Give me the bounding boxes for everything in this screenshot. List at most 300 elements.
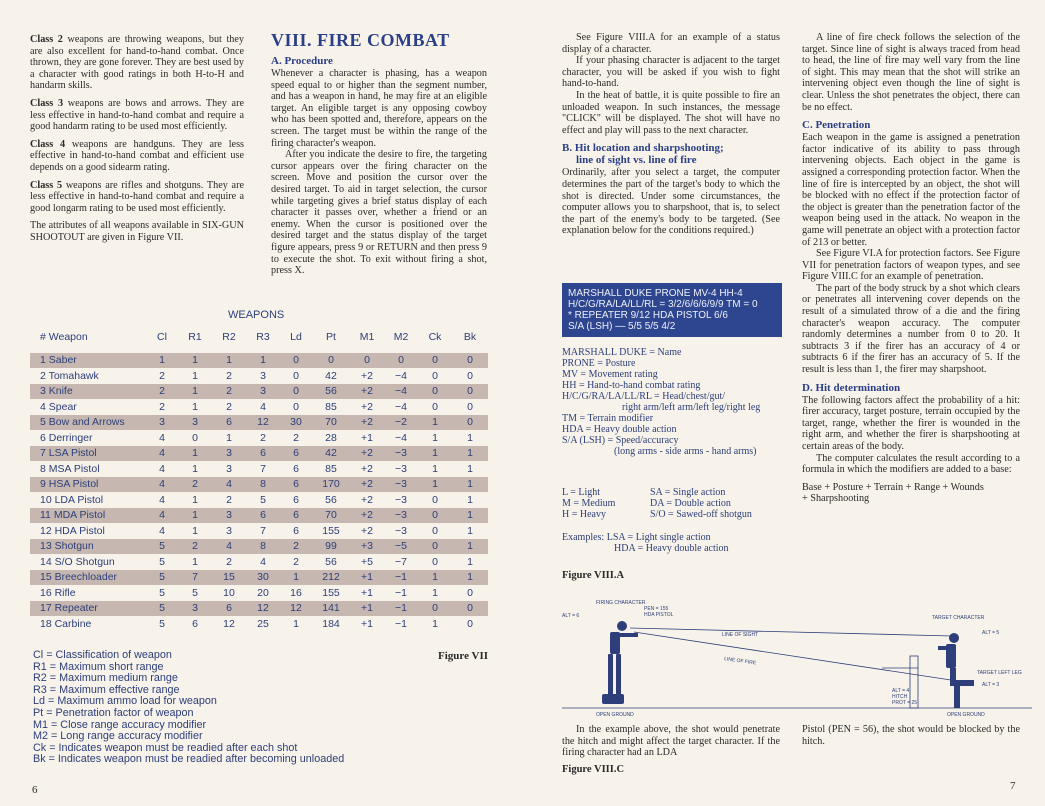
table-cell: 42: [312, 446, 350, 462]
table-cell: 30: [280, 415, 312, 431]
diagram-label-alt3: ALT = 3: [982, 682, 1000, 688]
table-cell: 3: [178, 601, 212, 617]
table-cell: 4: [260, 555, 266, 568]
diagram-label-pen: PEN = 155: [644, 606, 669, 612]
table-cell: −3: [384, 508, 418, 524]
table-cell: 0: [418, 384, 452, 400]
weapon-name-cell: 12 HDA Pistol: [40, 524, 105, 537]
legend-line: TM = Terrain modifier: [562, 413, 654, 424]
table-cell: 0: [432, 555, 438, 568]
diagram-label-target: TARGET CHARACTER: [932, 615, 985, 621]
left-page: [0, 0, 522, 806]
table-cell: 1: [178, 384, 212, 400]
table-cell: 4: [146, 446, 178, 462]
diagram-label-lof: LINE OF FIRE: [723, 656, 757, 667]
table-cell: −3: [395, 524, 407, 537]
examples: [562, 532, 729, 554]
diagram-label-hitch: HITCH: [892, 694, 908, 700]
weapon-name-cell: 4 Spear: [40, 400, 77, 413]
table-header: M1: [359, 330, 375, 343]
table-cell: 0: [452, 384, 488, 400]
table-cell: +2: [361, 493, 373, 506]
table-cell: 2: [178, 477, 212, 493]
table-cell: 0: [418, 353, 452, 369]
table-cell: 1: [452, 477, 488, 493]
table-cell: 28: [325, 431, 337, 444]
legend-line: S/A (LSH) = Speed/accuracy: [562, 435, 679, 446]
table-cell: +2: [361, 369, 373, 382]
table-cell: 0: [467, 586, 473, 599]
table-cell: 0: [467, 617, 473, 630]
example-line: Examples: LSA = Light single action: [562, 532, 711, 543]
table-cell: 0: [418, 539, 452, 555]
table-cell: 5: [192, 586, 198, 599]
table-row: [30, 570, 488, 586]
weapon-name-cell: 10 LDA Pistol: [40, 493, 104, 506]
table-cell: −3: [384, 446, 418, 462]
table-cell: +5: [361, 555, 373, 568]
hit-location-paragraph: Ordinarily, after you select a target, the computer determines the part of the target's body to which the shot is directed. Under some circumstances, the computer allows you to sharpshoot, that is, to select the part of the enemy's body to be targeted. (See explanation below for the conditions required.): [562, 167, 780, 237]
table-cell: 4: [146, 477, 178, 493]
table-cell: 5: [159, 617, 165, 630]
table-cell: 3: [146, 415, 178, 431]
weapon-name-cell: 6 Derringer: [40, 431, 93, 444]
table-cell: 4: [159, 493, 165, 506]
table-row: [30, 415, 488, 431]
table-cell: 12: [223, 617, 235, 630]
example-line: HDA = Heavy double action: [614, 543, 729, 554]
weapon-name-cell: 3 Knife: [30, 384, 146, 400]
body-paragraph: See Figure VIII.A for an example of a status display of a character.: [562, 32, 780, 55]
table-cell: −4: [384, 384, 418, 400]
table-cell: 8: [246, 539, 280, 555]
table-cell: 10: [223, 586, 235, 599]
table-header-row: [30, 329, 488, 345]
table-cell: 56: [325, 555, 337, 568]
table-cell: −5: [384, 539, 418, 555]
table-row: [30, 461, 488, 477]
table-cell: 0: [280, 384, 312, 400]
table-cell: 4: [212, 477, 246, 493]
table-cell: 0: [467, 400, 473, 413]
hit-location-heading: B. Hit location and sharpshooting; line of sight vs. line of fire: [562, 142, 724, 167]
legend-line: right arm/left arm/left leg/right leg: [622, 402, 761, 413]
table-cell: 4: [260, 400, 266, 413]
table-header: Bk: [463, 330, 477, 343]
procedure-paragraph: Whenever a character is phasing, has a weapon speed equal to or higher than the segment number, and has a weapon in hand, he may fire at an eligible target. An eligible target is any opposing cowboy who has been spotted and, therefore, appears on the screen. The target must be within the range of the firing character's weapon.: [271, 68, 487, 149]
table-row: [30, 430, 488, 446]
determination-paragraph: The computer calculates the result according to a formula in which the modifiers are added to a base:: [802, 452, 1020, 476]
weapon-name-cell: 13 Shotgun: [30, 539, 146, 555]
legend-item: M1 = Close range accuracy modifier: [33, 718, 207, 731]
table-row: [30, 601, 488, 617]
abbr-item: M = Medium: [562, 498, 616, 509]
weapon-name-cell: 7 LSA Pistol: [30, 446, 146, 462]
table-cell: −7: [395, 555, 407, 568]
weapons-table-title: WEAPONS: [228, 309, 285, 321]
table-cell: 3: [246, 384, 280, 400]
table-row: [30, 399, 488, 415]
legend-item: M2 = Long range accuracy modifier: [33, 730, 203, 743]
table-cell: 99: [312, 539, 350, 555]
table-cell: 5: [146, 539, 178, 555]
table-cell: 12: [280, 601, 312, 617]
page-number-right: 7: [1010, 780, 1016, 792]
table-cell: 212: [312, 570, 350, 586]
table-cell: +1: [350, 601, 384, 617]
table-cell: −3: [395, 462, 407, 475]
target-character-figure: [938, 633, 974, 708]
legend-line: HH = Hand-to-hand combat rating: [562, 380, 701, 391]
table-cell: 1: [192, 524, 198, 537]
table-cell: 6: [280, 477, 312, 493]
table-cell: 0: [293, 369, 299, 382]
table-row: [30, 446, 488, 462]
table-cell: 1: [293, 617, 299, 630]
legend-item: R1 = Maximum short range: [33, 660, 164, 673]
legend-item: R2 = Maximum medium range: [33, 672, 178, 685]
legend-item: Cl = Classification of weapon: [33, 649, 172, 661]
table-cell: 1: [146, 353, 178, 369]
page-number-left: 6: [32, 784, 38, 796]
table-cell: −1: [395, 586, 407, 599]
figure-c-caption-left: In the example above, the shot would penetrate the hitch and might affect the target character. If the firing character had an LDA: [562, 724, 780, 759]
table-cell: +3: [350, 539, 384, 555]
table-cell: 15: [212, 570, 246, 586]
table-cell: 1: [467, 462, 473, 475]
hit-determination-heading: D. Hit determination: [802, 381, 901, 394]
table-header: Cl: [157, 330, 167, 343]
table-cell: 1: [432, 462, 438, 475]
table-header: R2: [222, 330, 236, 343]
table-cell: +1: [361, 586, 373, 599]
table-cell: 0: [192, 431, 198, 444]
body-paragraph: A line of fire check follows the selection of the target. Since line of sight is always traced from head to head, the line of fire may well vary from the line of sight. This may mean that the shot will strike an intervening object even though the line of sight is clear. Unless the shot penetrates the object, there can be no effect.: [802, 32, 1020, 113]
table-cell: 2: [178, 539, 212, 555]
table-cell: +1: [361, 617, 373, 630]
table-cell: 6: [293, 462, 299, 475]
legend-item: Bk = Indicates weapon must be readied after becoming unloaded: [33, 753, 345, 766]
table-cell: 0: [432, 400, 438, 413]
table-cell: 0: [432, 369, 438, 382]
table-cell: 1: [452, 539, 488, 555]
table-cell: 0: [432, 524, 438, 537]
table-cell: +2: [350, 446, 384, 462]
table-cell: +2: [350, 508, 384, 524]
table-cell: 1: [418, 570, 452, 586]
weapon-name-cell: 11 MDA Pistol: [30, 508, 146, 524]
body-paragraph: In the heat of battle, it is quite possible to fire an unloaded weapon. In such instances, the message "CLICK" will be displayed. The shot will have no effect and play will pass to the next character.: [562, 89, 780, 136]
penetration-diagram: [562, 594, 1032, 720]
table-cell: 155: [322, 586, 340, 599]
table-cell: 7: [178, 570, 212, 586]
table-cell: 2: [293, 431, 299, 444]
table-cell: 0: [350, 353, 384, 369]
weapon-name-cell: 8 MSA Pistol: [40, 462, 100, 475]
table-cell: 5: [146, 601, 178, 617]
table-cell: 70: [312, 415, 350, 431]
weapons-table: [30, 329, 488, 632]
table-cell: 6: [293, 524, 299, 537]
table-cell: 155: [322, 524, 340, 537]
table-cell: 4: [212, 539, 246, 555]
table-cell: 0: [452, 601, 488, 617]
table-cell: 1: [467, 524, 473, 537]
table-cell: 1: [452, 446, 488, 462]
table-cell: 1: [467, 555, 473, 568]
table-row: [30, 492, 488, 508]
table-cell: 1: [418, 477, 452, 493]
table-cell: −4: [395, 400, 407, 413]
procedure-paragraph: After you indicate the desire to fire, the targeting cursor appears over the firing character on the screen. Move and position the cursor over the desired target. To aid in target selection, the cursor while targeting gives a brief status display of each character it passes over, whether a friend or an enemy. When the cursor is positioned over the desired target and the status display of the target figure appears, press 9 or RETURN and then press 9 to execute the shot. To exit without firing a shot, press X.: [271, 149, 487, 277]
table-cell: 1: [467, 431, 473, 444]
table-cell: 7: [260, 524, 266, 537]
table-cell: 4: [159, 431, 165, 444]
table-cell: −1: [384, 601, 418, 617]
status-line: * REPEATER 9/12 HDA PISTOL 6/6: [568, 310, 728, 321]
abbr-item: SA = Single action: [650, 487, 726, 498]
table-cell: +1: [361, 431, 373, 444]
table-cell: 42: [325, 369, 337, 382]
weapon-name-cell: 18 Carbine: [40, 617, 92, 630]
figure-viii-c-label: Figure VIII.C: [562, 764, 625, 775]
table-cell: 1: [452, 570, 488, 586]
table-header: # Weapon: [40, 330, 88, 343]
abbr-item: H = Heavy: [562, 509, 606, 520]
table-cell: 3: [226, 524, 232, 537]
table-header: R1: [188, 330, 202, 343]
table-row: [30, 616, 488, 632]
table-cell: −4: [395, 369, 407, 382]
table-cell: 3: [226, 462, 232, 475]
table-cell: −1: [395, 617, 407, 630]
intro-paragraph: Class 3 weapons are bows and arrows. They are less effective in hand-to-hand combat and require a good handarm rating to be used most efficiently.: [30, 97, 244, 133]
table-row: [30, 353, 488, 369]
legend-item: Ld = Maximum ammo load for weapon: [33, 695, 217, 708]
table-cell: 6: [212, 601, 246, 617]
diagram-label-hitch-alt: ALT = 4: [892, 688, 910, 694]
table-cell: 1: [418, 446, 452, 462]
legend-item: R3 = Maximum effective range: [33, 683, 180, 696]
table-cell: 2: [280, 539, 312, 555]
abbreviations-right: [650, 487, 752, 520]
legend-line: PRONE = Posture: [562, 358, 636, 369]
table-cell: 25: [257, 617, 269, 630]
table-cell: −2: [384, 415, 418, 431]
weapon-name-cell: 17 Repeater: [30, 601, 146, 617]
table-row: [30, 477, 488, 493]
section-title: VIII. FIRE COMBAT: [271, 30, 450, 50]
table-cell: 0: [280, 353, 312, 369]
table-header: Ck: [428, 330, 442, 343]
table-cell: 1: [178, 446, 212, 462]
diagram-label-alt-left: ALT = 6: [562, 613, 580, 619]
figure-c-caption-right: Pistol (PEN = 56), the shot would be blocked by the hitch.: [802, 724, 1020, 747]
table-cell: 4: [159, 462, 165, 475]
table-cell: 141: [312, 601, 350, 617]
table-header: R3: [256, 330, 270, 343]
table-header: Ld: [290, 330, 302, 343]
table-cell: +2: [350, 415, 384, 431]
table-cell: 20: [257, 586, 269, 599]
table-cell: +2: [361, 524, 373, 537]
table-cell: 6: [280, 508, 312, 524]
table-header: Pt: [326, 330, 336, 343]
fire-combat-column: [271, 30, 487, 277]
table-cell: 6: [212, 415, 246, 431]
table-cell: 70: [312, 508, 350, 524]
table-cell: 0: [452, 415, 488, 431]
table-cell: +2: [361, 400, 373, 413]
table-cell: 6: [246, 508, 280, 524]
weapon-name-cell: 14 S/O Shotgun: [40, 555, 115, 568]
table-cell: 3: [212, 508, 246, 524]
table-row: [30, 523, 488, 539]
table-cell: 6: [192, 617, 198, 630]
table-row: [30, 508, 488, 524]
table-cell: 7: [260, 462, 266, 475]
table-cell: 56: [312, 384, 350, 400]
diagram-label-ground-right: OPEN GROUND: [947, 712, 985, 718]
table-cell: 8: [246, 477, 280, 493]
weapon-name-cell: 2 Tomahawk: [40, 369, 99, 382]
table-cell: +1: [350, 570, 384, 586]
weapons-legend: [33, 650, 344, 766]
table-cell: 1: [452, 508, 488, 524]
table-cell: 2: [159, 369, 165, 382]
table-cell: 1: [418, 415, 452, 431]
table-cell: 1: [432, 586, 438, 599]
weapon-name-cell: 15 Breechloader: [30, 570, 146, 586]
table-cell: 5: [159, 555, 165, 568]
diagram-label-ground-left: OPEN GROUND: [596, 712, 634, 718]
table-cell: +2: [350, 384, 384, 400]
table-cell: 0: [312, 353, 350, 369]
penetration-paragraph: Each weapon in the game is assigned a penetration factor indicative of its ability to pass through intervening objects. Each object in the game is assigned a corresponding protection factor. When the line of fire is intercepted by an object, the shot will be blocked with no effect if the protection factor of the object is greater than the penetration factor of the weapon being used in the attack. No weapon in the game will penetrate an object with a protection factor of 213 or better.: [802, 132, 1020, 248]
weapons-table-body: [30, 353, 488, 632]
status-display-box: [562, 283, 782, 337]
right-col1-text: [562, 32, 780, 237]
table-cell: 6: [246, 446, 280, 462]
status-line: S/A (LSH) — 5/5 5/5 4/2: [568, 321, 676, 332]
figure-vii-label: Figure VII: [438, 650, 489, 662]
table-cell: 1: [192, 369, 198, 382]
table-cell: +2: [361, 462, 373, 475]
legend-line: MARSHALL DUKE = Name: [562, 347, 682, 358]
abbr-item: L = Light: [562, 487, 601, 498]
diagram-label-target-leg: TARGET LEFT LEG: [977, 670, 1022, 676]
diagram-label-alt-right: ALT = 5: [982, 630, 1000, 636]
table-cell: 1: [246, 353, 280, 369]
table-cell: 2: [146, 384, 178, 400]
table-cell: 2: [293, 555, 299, 568]
table-row: [30, 368, 488, 384]
penetration-paragraph: The part of the body struck by a shot which clears or penetrates all intervening cover depends on the result of a simulated throw of a die and the firing character's weapon accuracy. The computer randomly determines a number from 0 to 20. It subtracts 3 if the firer has an accuracy of 4 or subtracts 6 if the firer has an accuracy of 5. If the result is less than 1, the firer may sharpshoot.: [802, 282, 1020, 376]
legend-line: HDA = Heavy double action: [562, 424, 677, 435]
table-cell: 2: [212, 384, 246, 400]
table-cell: 30: [246, 570, 280, 586]
abbr-item: DA = Double action: [650, 498, 731, 509]
diagram-label-hitch-prot: PROT = 25: [892, 700, 918, 706]
table-cell: 6: [293, 493, 299, 506]
right-col2-text: [802, 32, 1020, 505]
table-cell: −1: [384, 570, 418, 586]
table-cell: 6: [280, 446, 312, 462]
formula: Base + Posture + Terrain + Range + Wounds + Sharpshooting: [802, 481, 984, 505]
table-cell: 3: [212, 446, 246, 462]
figure-viii-a-label: Figure VIII.A: [562, 570, 625, 581]
table-row: [30, 585, 488, 601]
table-cell: 1: [467, 493, 473, 506]
right-page: [522, 0, 1045, 806]
diagram-label-firing: FIRING CHARACTER: [596, 600, 646, 606]
table-cell: 5: [159, 586, 165, 599]
legend-item: Ck = Indicates weapon must be readied after each shot: [33, 741, 298, 754]
intro-paragraph: Class 4 weapons are handguns. They are less effective in hand-to-hand combat and efficient use depends on a good sidearm rating.: [30, 138, 244, 173]
table-row: [30, 554, 488, 570]
table-cell: −3: [384, 477, 418, 493]
table-cell: 2: [226, 493, 232, 506]
table-cell: 85: [325, 462, 337, 475]
table-cell: 3: [260, 369, 266, 382]
legend-line: MV = Movement rating: [562, 369, 658, 380]
table-cell: 56: [325, 493, 337, 506]
table-row: [30, 539, 488, 555]
table-cell: 12: [246, 415, 280, 431]
table-cell: 3: [178, 415, 212, 431]
table-cell: 5: [260, 493, 266, 506]
penetration-paragraph: See Figure VI.A for protection factors. See Figure VII for penetration factors of weapon types, and see Figure VIII.C for an example of penetration.: [802, 248, 1020, 283]
table-cell: 2: [260, 431, 266, 444]
table-header: M2: [393, 330, 409, 343]
legend-item: Pt = Penetration factor of weapon: [33, 706, 194, 719]
table-cell: 0: [467, 369, 473, 382]
table-cell: 0: [432, 493, 438, 506]
table-cell: 1: [192, 462, 198, 475]
abbreviations-left: [562, 487, 615, 520]
intro-paragraph: Class 5 weapons are rifles and shotguns. They are less effective in hand-to-hand combat and require a good longarm rating to be used most efficiently.: [30, 179, 244, 214]
weapon-name-cell: 16 Rifle: [40, 586, 76, 599]
procedure-heading: A. Procedure: [271, 55, 333, 67]
table-cell: 2: [159, 400, 165, 413]
determination-paragraph: The following factors affect the probability of a hit: firer accuracy, target posture, terrain occupied by the target, range, whether the firer is wounded in the right arm, and whether the firer is sharpshooting at certain areas of the body.: [802, 394, 1020, 452]
table-cell: 0: [418, 508, 452, 524]
intro-paragraph: Class 2 weapons are throwing weapons, but they are also excellent for hand-to-hand combat. Once thrown, they are gone forever. They are best used by a character with good ratings in both H-to-H and handarm skills.: [30, 34, 244, 92]
table-cell: 2: [226, 555, 232, 568]
status-line: H/C/G/RA/LA/LL/RL = 3/2/6/6/6/9/9 TM = 0: [568, 299, 758, 310]
body-paragraph: If your phasing character is adjacent to the target character, you will be asked if you wish to fight hand-to-hand.: [562, 55, 780, 90]
table-cell: −4: [395, 431, 407, 444]
table-cell: 1: [226, 431, 232, 444]
penetration-heading: C. Penetration: [802, 119, 871, 132]
diagram-label-hda: HDA PISTOL: [644, 612, 674, 618]
table-cell: −3: [395, 493, 407, 506]
table-row: [30, 384, 488, 400]
table-cell: 1: [212, 353, 246, 369]
table-cell: 1: [192, 493, 198, 506]
table-cell: 12: [246, 601, 280, 617]
table-cell: 1: [178, 508, 212, 524]
firing-character-figure: [602, 621, 638, 704]
status-legend: [562, 347, 788, 457]
table-cell: 184: [322, 617, 340, 630]
table-cell: 2: [226, 400, 232, 413]
weapon-name-cell: 5 Bow and Arrows: [30, 415, 146, 431]
table-cell: +2: [350, 477, 384, 493]
diagram-label-los: LINE OF SIGHT: [722, 632, 759, 638]
table-cell: 16: [290, 586, 302, 599]
table-cell: 4: [159, 524, 165, 537]
